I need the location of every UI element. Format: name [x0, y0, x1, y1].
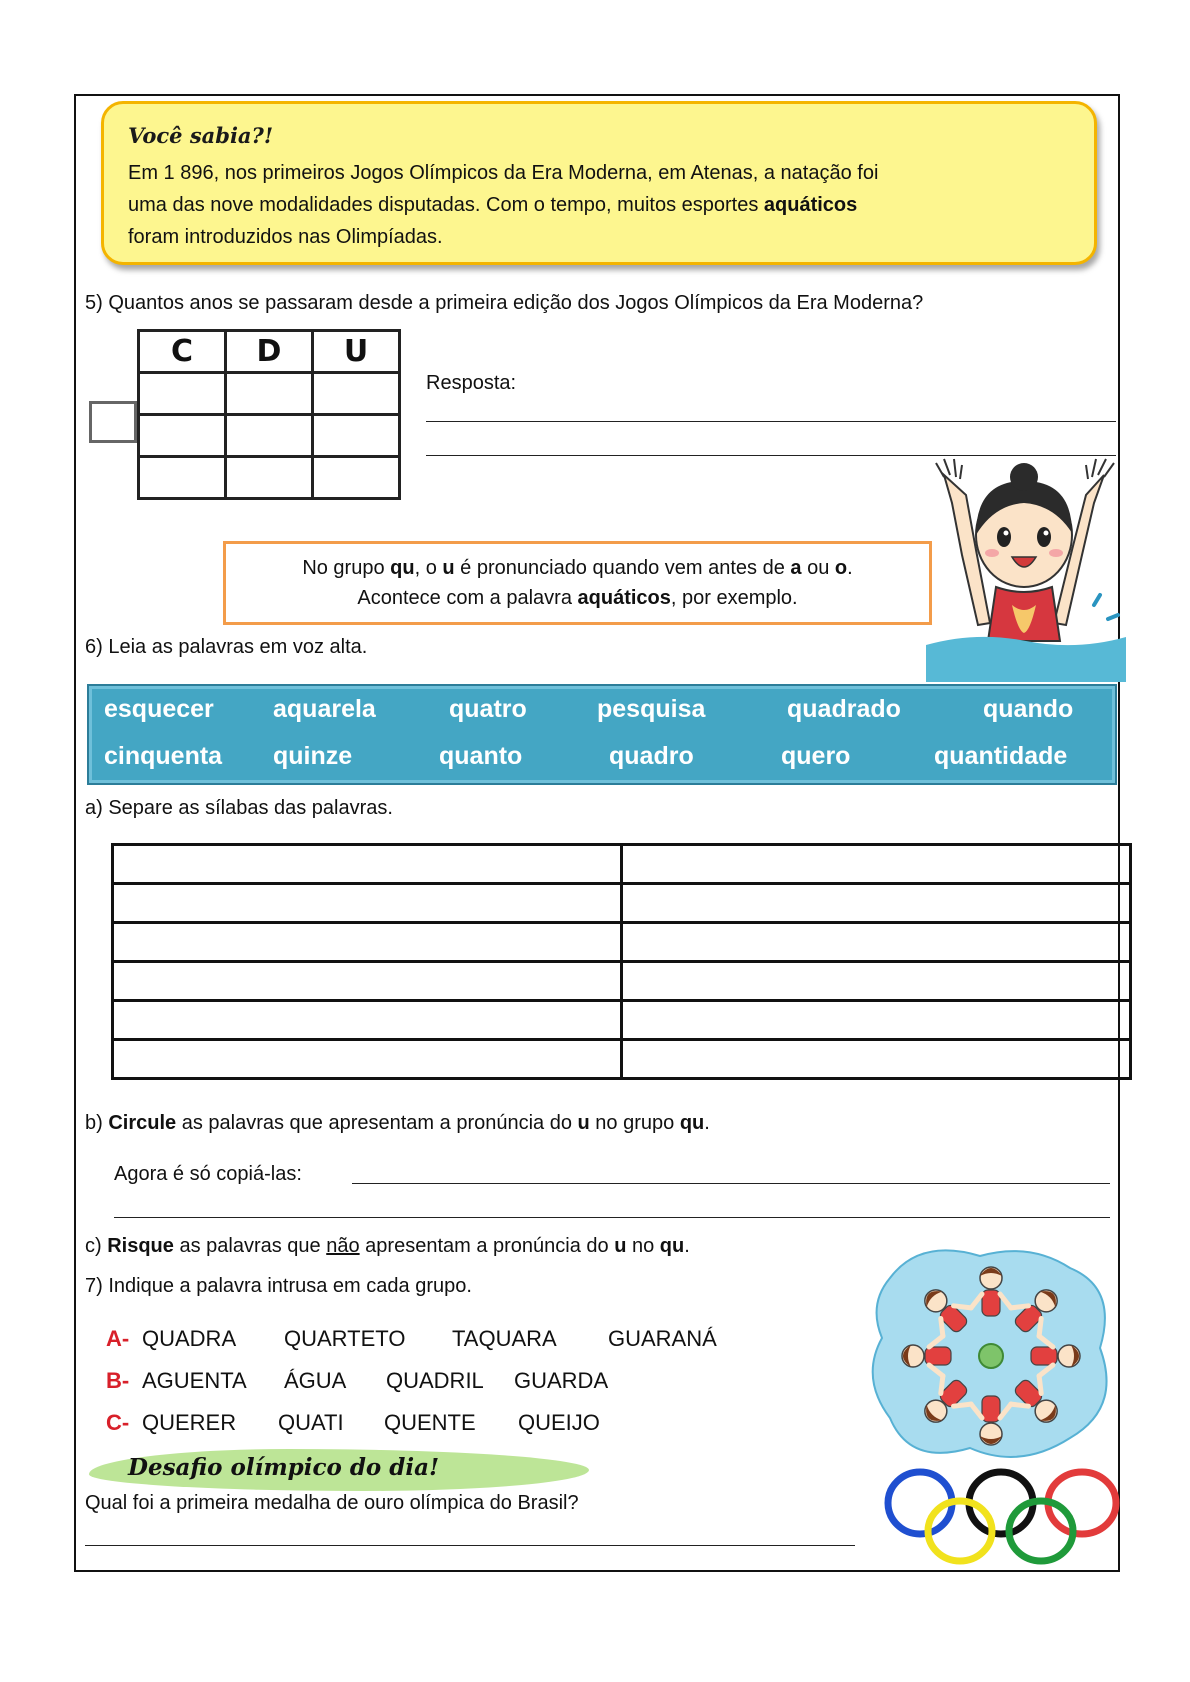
word-bank	[87, 684, 1117, 785]
word-quero: quero	[781, 742, 851, 770]
group-a	[106, 1326, 717, 1352]
option-word[interactable]: QUARTETO	[284, 1326, 406, 1351]
note-line-1: No grupo qu, o u é pronunciado quando vem antes de a ou o.	[302, 557, 853, 579]
group-c	[106, 1410, 600, 1436]
did-you-know-title: Você sabia?!	[128, 123, 274, 148]
syllable-grid	[111, 843, 1132, 1080]
syllable-cell[interactable]	[622, 884, 1131, 923]
group-b	[106, 1368, 609, 1394]
copy-label: Agora é só copiá-las:	[114, 1163, 302, 1185]
group-letter: C-	[106, 1410, 130, 1435]
word-quando: quando	[983, 695, 1074, 723]
cdu-cell[interactable]	[226, 415, 313, 457]
answer-label: Resposta:	[426, 372, 517, 394]
copy-line-1[interactable]	[352, 1183, 1110, 1184]
syllable-cell[interactable]	[622, 1001, 1131, 1040]
option-word[interactable]: GUARANÁ	[608, 1326, 717, 1351]
word-cinquenta: cinquenta	[104, 742, 223, 770]
did-you-know-line-2: uma das nove modalidades disputadas. Com o tempo, muitos esportes aquáticos	[128, 194, 858, 216]
syllable-cell[interactable]	[622, 845, 1131, 884]
challenge-question: Qual foi a primeira medalha de ouro olímpica do Brasil?	[85, 1492, 579, 1514]
challenge-title: Desafio olímpico do dia!	[128, 1454, 440, 1481]
word-quadrado: quadrado	[787, 695, 901, 723]
word-quadro: quadro	[609, 742, 694, 770]
cdu-cell[interactable]	[139, 457, 226, 499]
header-d: D	[226, 331, 313, 373]
option-word[interactable]: AGUENTA	[142, 1368, 247, 1393]
cdu-cell[interactable]	[226, 457, 313, 499]
question-6a: a) Separe as sílabas das palavras.	[85, 797, 393, 819]
header-u: U	[313, 331, 400, 373]
word-quatro: quatro	[449, 695, 527, 723]
word-quantidade: quantidade	[934, 742, 1068, 770]
copy-line-2[interactable]	[114, 1217, 1110, 1218]
option-word[interactable]: QUENTE	[384, 1410, 476, 1435]
group-letter: B-	[106, 1368, 130, 1393]
cdu-cell[interactable]	[139, 415, 226, 457]
syllable-cell[interactable]	[113, 845, 622, 884]
option-word[interactable]: GUARDA	[514, 1368, 609, 1393]
syllable-cell[interactable]	[622, 923, 1131, 962]
swimmer-illustration	[926, 455, 1126, 682]
word-pesquisa: pesquisa	[597, 695, 706, 723]
option-word[interactable]: QUADRIL	[386, 1368, 484, 1393]
cdu-cell[interactable]	[139, 373, 226, 415]
syllable-cell[interactable]	[113, 884, 622, 923]
question-5: 5) Quantos anos se passaram desde a primeira edição dos Jogos Olímpicos da Era Moderna?	[85, 292, 924, 314]
question-6c: c) Risque as palavras que não apresentam a pronúncia do u no qu.	[85, 1235, 690, 1257]
syllable-cell[interactable]	[622, 1040, 1131, 1079]
did-you-know-box	[101, 101, 1097, 265]
option-word[interactable]: QUEIJO	[518, 1410, 600, 1435]
answer-line-1[interactable]	[426, 421, 1116, 422]
qu-rule-note	[223, 541, 932, 625]
cdu-cell[interactable]	[313, 415, 400, 457]
cdu-cell[interactable]	[313, 457, 400, 499]
cdu-cell[interactable]	[313, 373, 400, 415]
word-quanto: quanto	[439, 742, 523, 770]
question-7: 7) Indique a palavra intrusa em cada grupo.	[85, 1275, 472, 1297]
syllable-cell[interactable]	[113, 1001, 622, 1040]
did-you-know-line-1: Em 1 896, nos primeiros Jogos Olímpicos da Era Moderna, em Atenas, a natação foi	[128, 162, 879, 184]
syllable-cell[interactable]	[113, 923, 622, 962]
olympic-rings-icon	[880, 1465, 1126, 1567]
note-line-2: Acontece com a palavra aquáticos, por exemplo.	[357, 587, 798, 609]
option-word[interactable]: QUERER	[142, 1410, 237, 1435]
did-you-know-line-3: foram introduzidos nas Olimpíadas.	[128, 226, 443, 248]
question-6b: b) Circule as palavras que apresentam a pronúncia do u no grupo qu.	[85, 1112, 710, 1134]
option-word[interactable]: QUADRA	[142, 1326, 237, 1351]
carry-box[interactable]	[89, 401, 137, 443]
word-quinze: quinze	[273, 742, 353, 770]
syllable-cell[interactable]	[622, 962, 1131, 1001]
word-aquarela: aquarela	[273, 695, 376, 723]
syllable-cell[interactable]	[113, 962, 622, 1001]
question-6: 6) Leia as palavras em voz alta.	[85, 636, 368, 658]
synchronized-swimming-illustration	[860, 1238, 1122, 1468]
header-c: C	[139, 331, 226, 373]
cdu-table	[137, 329, 401, 500]
challenge-answer-line[interactable]	[85, 1545, 855, 1546]
syllable-cell[interactable]	[113, 1040, 622, 1079]
group-letter: A-	[106, 1326, 130, 1351]
option-word[interactable]: QUATI	[278, 1410, 344, 1435]
cdu-cell[interactable]	[226, 373, 313, 415]
option-word[interactable]: TAQUARA	[452, 1326, 557, 1351]
word-esquecer: esquecer	[104, 695, 214, 723]
option-word[interactable]: ÁGUA	[284, 1368, 347, 1393]
